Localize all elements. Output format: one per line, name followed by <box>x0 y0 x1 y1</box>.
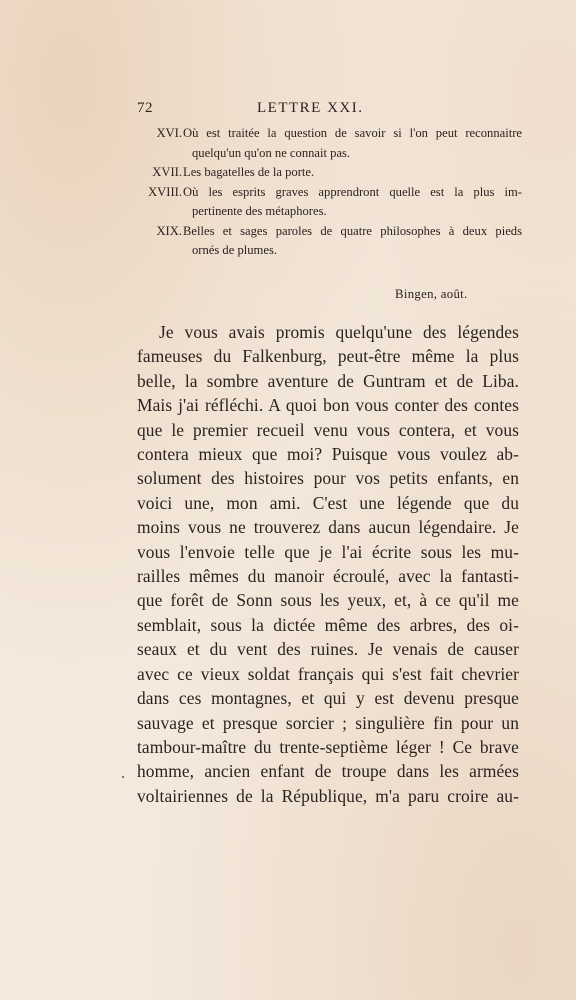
body-line: voltairiennes de la République, m'a paru croire au- <box>137 785 519 806</box>
body-line: railles mêmes du manoir écroulé, avec la fantasti- <box>137 566 519 587</box>
summary-item-number: XVII. <box>152 165 182 179</box>
ink-speck <box>122 776 124 778</box>
summary-item-text <box>183 183 522 222</box>
body-line: moins vous ne trouverez dans aucun légendaire. Je <box>137 517 519 538</box>
summary-item-number: XIX. <box>156 223 182 238</box>
summary-item <box>130 183 522 222</box>
body-line: semblait, sous la dictée même des arbres, des oi- <box>137 614 519 635</box>
summary-line: quelqu'un qu'on ne connait pas. <box>192 145 351 160</box>
summary-item-text <box>183 222 522 261</box>
body-line: que forêt de Sonn sous les yeux, et, à ce qu'il me <box>137 590 519 611</box>
body-line: voici une, mon ami. C'est une légende que du <box>137 492 519 513</box>
summary-item-number: XVIII. <box>148 184 182 199</box>
dateline: Bingen, août. <box>395 287 468 301</box>
body-line: belle, la sombre aventure de Guntram et de Liba. <box>137 370 519 391</box>
body-line: sauvage et presque sorcier ; singulière fin pour un <box>137 712 519 733</box>
summary-item-number: XVI. <box>156 126 182 140</box>
page-header <box>137 100 519 122</box>
summary-line: Où les esprits graves apprendront quelle est la plus im- <box>183 184 522 199</box>
body-line: contera mieux que moi? Puisque vous voulez ab- <box>137 444 519 465</box>
summary-item <box>130 124 522 163</box>
summary-line: Belles et sages paroles de quatre philosophes à deux pieds <box>183 223 522 238</box>
summary-line: ornés de plumes. <box>192 243 277 257</box>
summary-line: Les bagatelles de la porte. <box>183 165 315 179</box>
body-line: Je vous avais promis quelqu'une des légendes <box>159 322 519 342</box>
body-line: homme, ancien enfant de troupe dans les armées <box>137 761 519 782</box>
summary-item <box>130 163 522 183</box>
summary-item-text <box>183 163 522 183</box>
page-number: 72 <box>137 100 153 116</box>
body-line: que le premier recueil venu vous contera, et vous <box>137 419 519 440</box>
chapter-summary <box>130 124 522 261</box>
body-line: seaux et du vent des ruines. Je venais de causer <box>137 639 519 660</box>
body-line: dans ces montagnes, et qui y est devenu presque <box>137 688 519 709</box>
body-line: avec ce vieux soldat français qui s'est fait chevrier <box>137 663 519 684</box>
body-line: tambour-maître du trente-septième léger ! Ce brave <box>137 736 519 757</box>
body-line: solument des histoires pour vos petits enfants, en <box>137 468 519 489</box>
body-line: Mais j'ai réfléchi. A quoi bon vous conter des contes <box>137 395 519 416</box>
summary-line: Où est traitée la question de savoir si l'on peut reconnaitre <box>183 126 522 140</box>
summary-item <box>130 222 522 261</box>
body-line: vous l'envoie telle que je l'ai écrite sous les mu- <box>137 541 519 562</box>
letter-body <box>137 320 519 808</box>
running-title: LETTRE XXI. <box>257 100 364 116</box>
summary-item-text <box>183 124 522 163</box>
body-line: fameuses du Falkenburg, peut-être même la plus <box>137 346 519 367</box>
summary-line: pertinente des métaphores. <box>192 204 327 218</box>
